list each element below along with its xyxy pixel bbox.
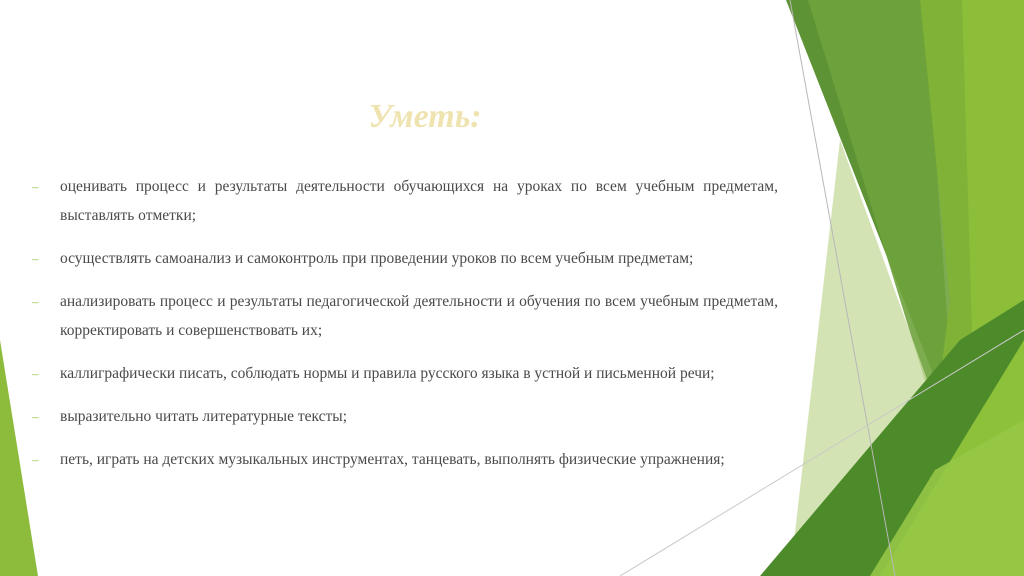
list-item <box>32 402 778 431</box>
bullet-dash: – <box>32 409 39 424</box>
bullet-dash: – <box>32 294 39 309</box>
bullet-dash: – <box>32 366 39 381</box>
list-item <box>32 287 778 345</box>
bullet-dash: – <box>32 179 39 194</box>
list-item-text: анализировать процесс и результаты педагогической деятельности и обучения по всем учебным предметам, корректировать и совершенствовать их; <box>60 293 778 339</box>
list-item <box>32 359 778 388</box>
slide-title: Уметь: <box>368 98 482 135</box>
list-item-text: петь, играть на детских музыкальных инструментах, танцевать, выполнять физические упражнения; <box>60 451 725 468</box>
list-item <box>32 244 778 273</box>
bullet-dash: – <box>32 452 39 467</box>
list-item <box>32 172 778 230</box>
list-item-text: выразительно читать литературные тексты; <box>60 408 348 425</box>
bullet-dash: – <box>32 251 39 266</box>
skills-list <box>32 172 778 488</box>
list-item-text: осуществлять самоанализ и самоконтроль при проведении уроков по всем учебным предметам; <box>60 250 694 267</box>
list-item-text: каллиграфически писать, соблюдать нормы и правила русского языка в устной и письменной речи; <box>60 365 715 382</box>
list-item-text: оценивать процесс и результаты деятельности обучающихся на уроках по всем учебным предметам, выставлять отметки; <box>60 178 778 224</box>
list-item <box>32 445 778 474</box>
